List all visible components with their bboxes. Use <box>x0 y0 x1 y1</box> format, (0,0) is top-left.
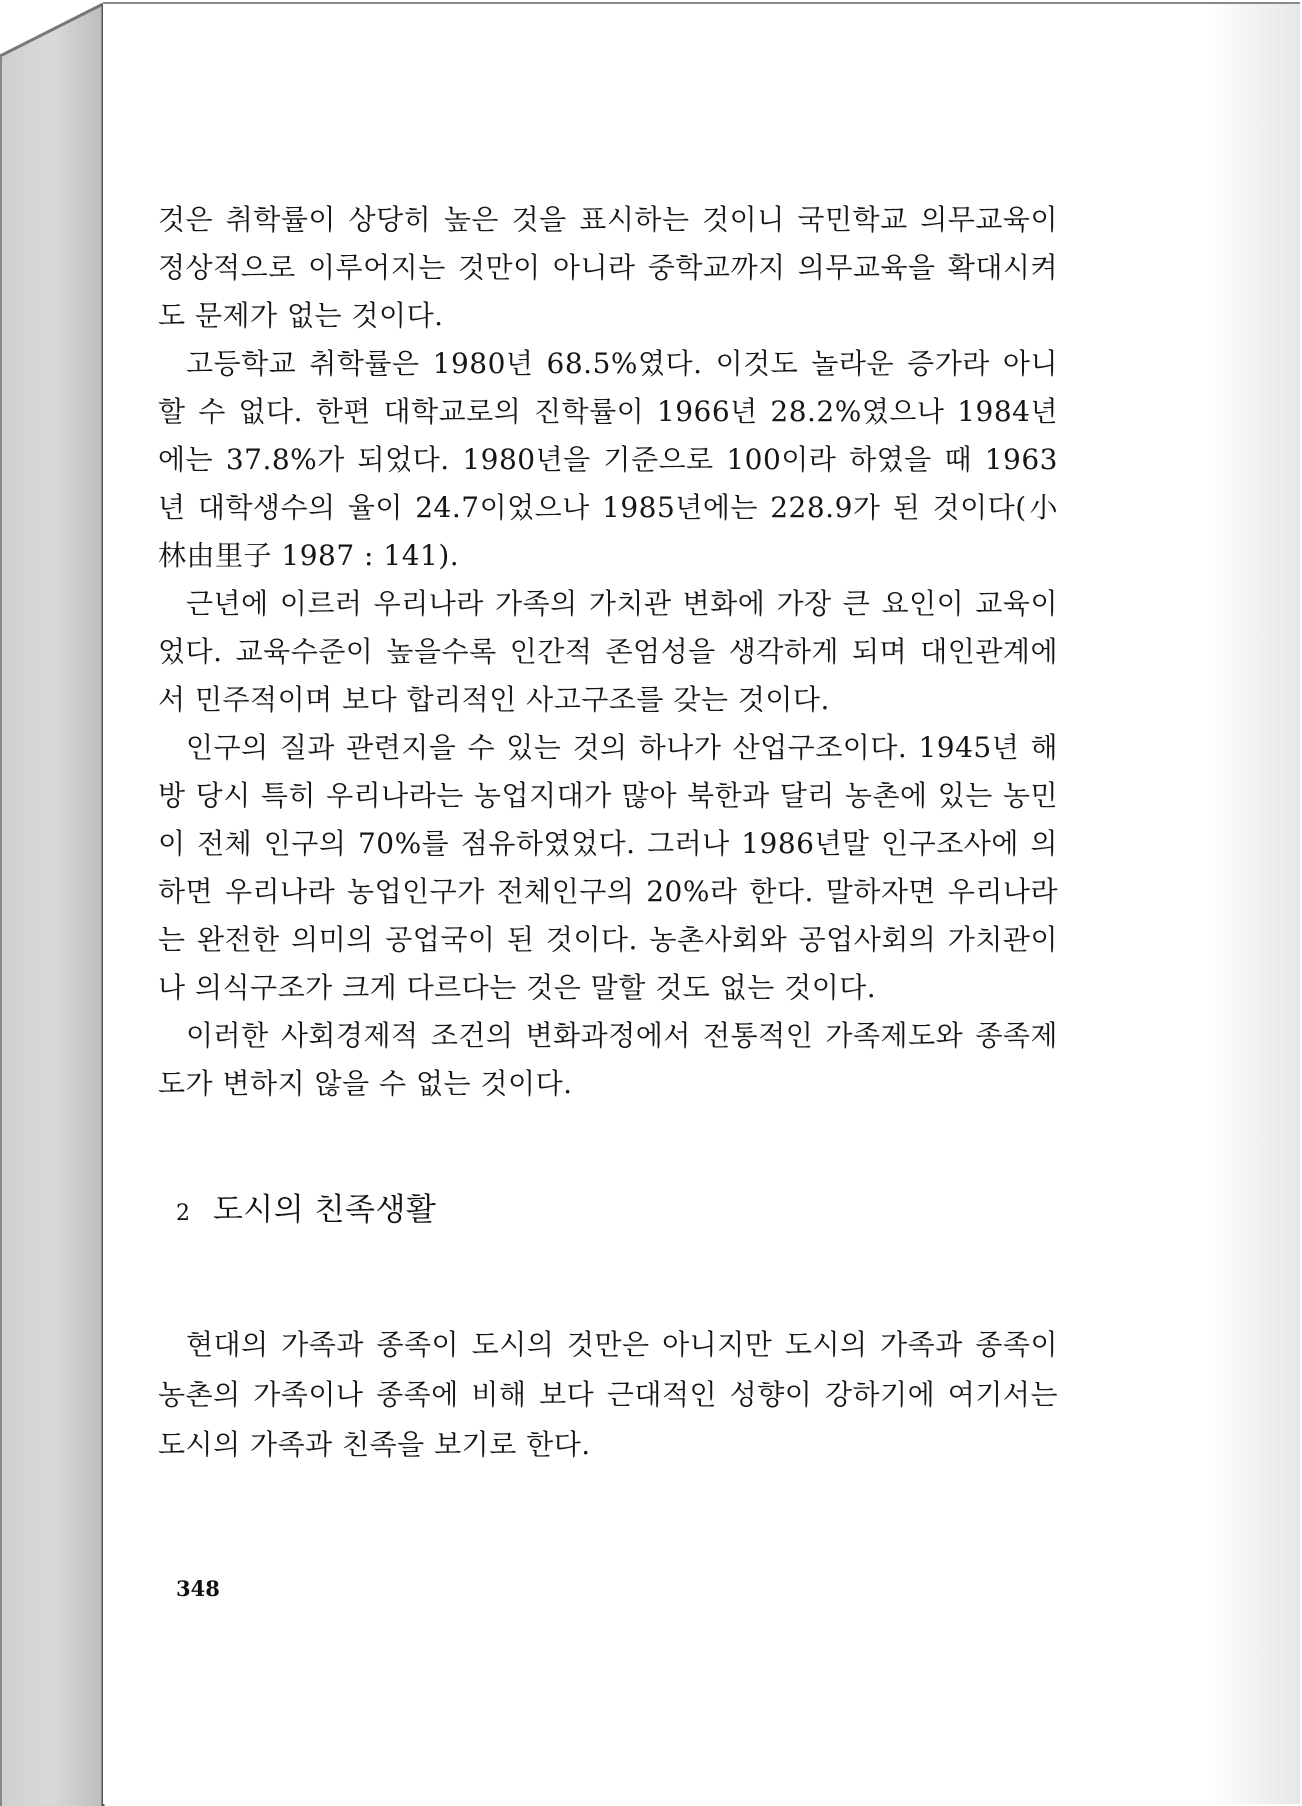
paragraph-5: 이러한 사회경제적 조건의 변화과정에서 전통적인 가족제도와 종족제도가 변하지 않을 수 없는 것이다. <box>158 1019 1058 1100</box>
paragraph-3: 근년에 이르러 우리나라 가족의 가치관 변화에 가장 큰 요인이 교육이었다. 교육수준이 높을수록 인간적 존엄성을 생각하게 되며 대인관계에서 민주적이며 보다 합리적인 사고구조를 갖는 것이다. <box>158 587 1058 716</box>
paragraph-1: 것은 취학률이 상당히 높은 것을 표시하는 것이니 국민학교 의무교육이 정상적으로 이루어지는 것만이 아니라 중학교까지 의무교육을 확대시켜도 문제가 없는 것이다. <box>158 203 1058 332</box>
section-paragraph-1: 현대의 가족과 종족이 도시의 것만은 아니지만 도시의 가족과 종족이 농촌의 가족이나 종족에 비해 보다 근대적인 성향이 강하기에 여기서는 도시의 가족과 친족을 보기로 한다. <box>158 1328 1058 1461</box>
section-title: 도시의 친족생활 <box>212 1192 437 1228</box>
page-edge-shadow <box>1210 4 1300 1804</box>
body-text-lower <box>158 1320 1058 1470</box>
section-heading <box>176 1188 436 1236</box>
body-text-upper <box>158 196 1058 1108</box>
paragraph-2: 고등학교 취학률은 1980년 68.5%였다. 이것도 놀라운 증가라 아니할 수 없다. 한편 대학교로의 진학률이 1966년 28.2%였으나 1984년에는 37.8%가 되었다. 1980년을 기준으로 100이라 하였을 때 1963년 대학생수의 율이 24.7이었으나 1985년에는 228.9가 된 것이다(小林由里子 1987 : 141). <box>158 347 1058 572</box>
section-number: 2 <box>176 1201 191 1226</box>
paragraph-4: 인구의 질과 관련지을 수 있는 것의 하나가 산업구조이다. 1945년 해방 당시 특히 우리나라는 농업지대가 많아 북한과 달리 농촌에 있는 농민이 전체 인구의 70%를 점유하였었다. 그러나 1986년말 인구조사에 의하면 우리나라 농업인구가 전체인구의 20%라 한다. 말하자면 우리나라는 완전한 의미의 공업국이 된 것이다. 농촌사회와 공업사회의 가치관이나 의식구조가 크게 다르다는 것은 말할 것도 없는 것이다. <box>158 731 1058 1004</box>
page-number: 348 <box>176 1576 220 1601</box>
